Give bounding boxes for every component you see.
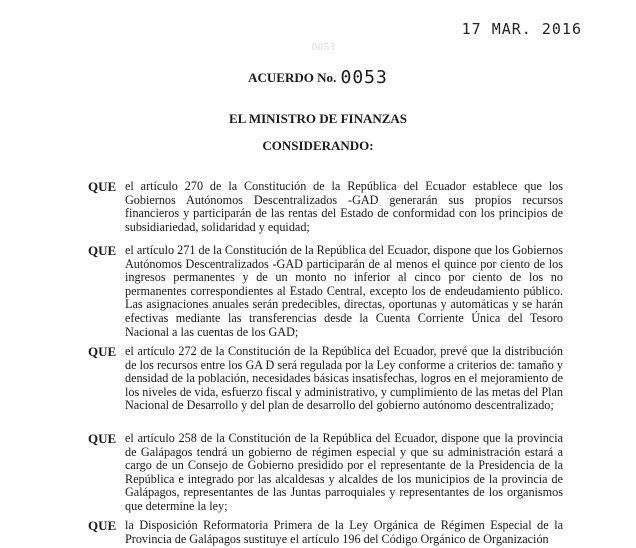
clause [88,432,563,514]
clause-text: el artículo 258 de la Constitución de la República del Ecuador, dispone que la provincia de Galápagos tendrá un gobierno de régimen especial y que su administración estará a cargo de un Consejo de Gobierno presidido por el representante de la Presidencia de la República e integrado por las alcaldesas y alcaldes de los municipios de la provincia de Galápagos, representantes de las Juntas parroquiales y representantes de los organismos que determine la ley; [125,431,563,513]
agreement-title [0,67,636,88]
clause [88,519,563,546]
clause [88,244,563,339]
considering-heading: CONSIDERANDO: [262,138,374,153]
agreement-number: 0053 [340,67,388,88]
clause-keyword: QUE [88,344,117,359]
clause-keyword: QUE [88,518,117,533]
clause [88,345,563,413]
clause-keyword: QUE [88,179,117,194]
clause-text: el artículo 271 de la Constitución de la República del Ecuador, dispone que los Gobiernos Autónomos Descentralizados -GAD participarán de al menos el quince por ciento de los ingresos permanentes y de un monto no inferior al cinco por ciento de los no permanentes correspondientes al Estado Central, excepto los de endeudamiento público. Las asignaciones anuales serán predecibles, directas, oportunas y automáticas y se harán efectivas mediante las transferencias desde la Cuenta Corriente Única del Tesoro Nacional a las cuentas de los GAD; [125,243,563,339]
clause-text: el artículo 270 de la Constitución de la República del Ecuador establece que los Gobiernos Autónomos Descentralizados -GAD generarán sus propios recursos financieros y participarán de las rentas del Estado de conformidad con los principios de subsidiariedad, solidaridad y equidad; [125,179,563,234]
faint-stamp: 0053 [312,42,336,53]
clause-keyword: QUE [88,431,117,446]
date-stamp: 17 MAR. 2016 [461,20,582,38]
agreement-label: ACUERDO No. [248,70,337,85]
clause-text: el artículo 272 de la Constitución de la República del Ecuador, prevé que la distribución de los recursos entre los GA D será regulada por la Ley conforme a criterios de: tamaño y densidad de la población, necesidades básicas insatisfechas, logros en el mejoramiento de los niveles de vida, esfuerzo fiscal y administrativo, y cumplimiento de las metas del Plan Nacional de Desarrollo y del plan de desarrollo del gobierno autónomo descentralizado; [125,344,563,413]
clause [88,180,563,234]
clause-text: la Disposición Reformatoria Primera de la Ley Orgánica de Régimen Especial de la Provincia de Galápagos sustituye el artículo 196 del Código Orgánico de Organización [125,518,563,546]
minister-heading: EL MINISTRO DE FINANZAS [228,111,408,126]
clause-keyword: QUE [88,243,117,258]
